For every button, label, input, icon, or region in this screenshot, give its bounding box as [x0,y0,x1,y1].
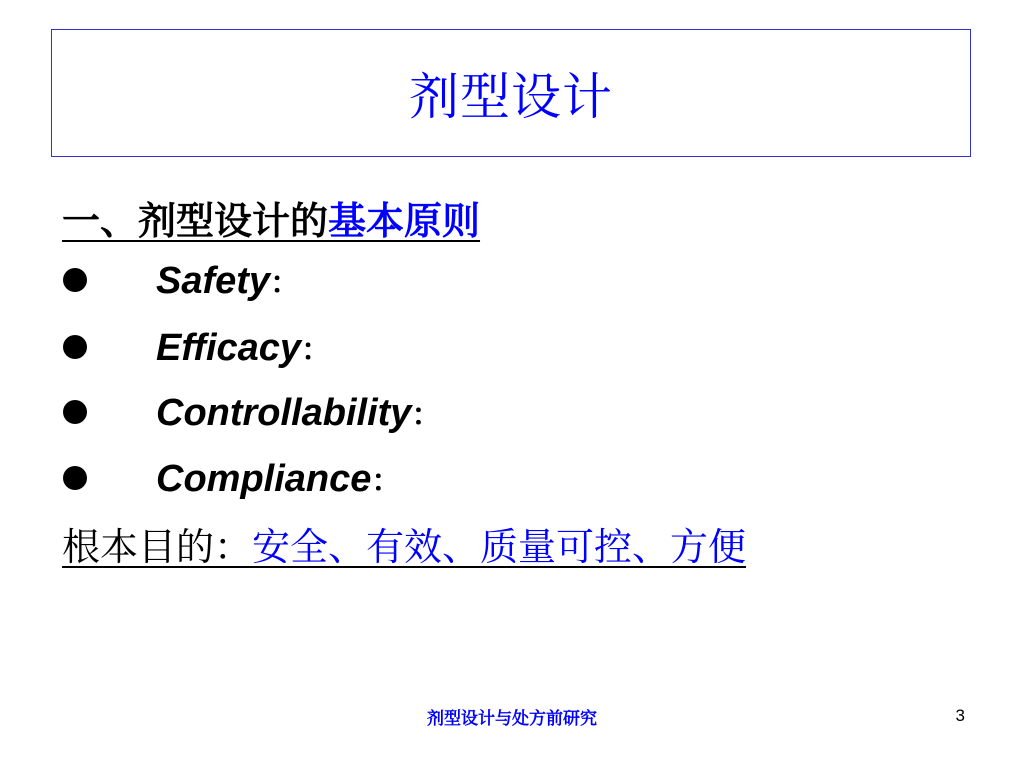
bullet-dot-icon [63,466,87,490]
bullet-dot-icon [63,400,87,424]
section-heading-prefix: 一、剂型设计的 [62,199,329,243]
bullet-item-controllability [62,384,442,440]
title-box [51,29,971,157]
page-number: 3 [955,706,965,725]
footer-title: 剂型设计与处方前研究 [427,709,597,729]
section-heading [62,190,480,245]
bullet-dot-icon [63,268,87,292]
bullet-dot-icon [63,335,87,359]
slide-title: 剂型设计 [409,68,613,126]
bullet-item-efficacy [62,319,332,375]
bullet-label: Efficacy： [156,326,332,369]
bullet-item-safety [62,252,301,308]
bullet-label: Safety： [156,259,301,302]
bullet-label: Controllability： [156,391,442,434]
purpose-prefix: 根本目的： [62,525,253,569]
bullet-label: Compliance： [156,457,402,500]
purpose-highlight: 安全、有效、质量可控、方便 [252,525,747,569]
fundamental-purpose [62,516,746,571]
bullet-item-compliance [62,450,402,506]
section-heading-highlight: 基本原则 [328,199,481,243]
